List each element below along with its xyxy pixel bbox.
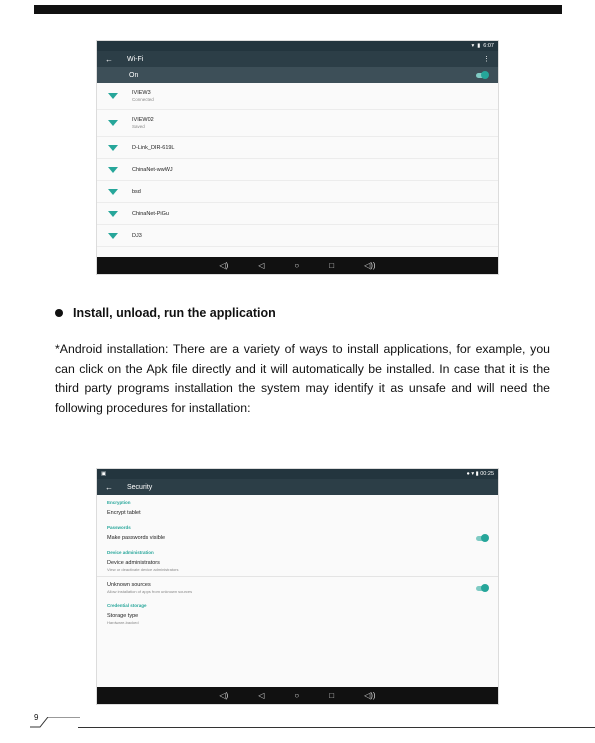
- wifi-title: Wi-Fi: [127, 55, 144, 63]
- notification-icon: ▣: [101, 471, 107, 477]
- list-item[interactable]: [97, 110, 498, 137]
- network-name: IVIEW02: [132, 117, 154, 123]
- wifi-icon: [108, 211, 118, 217]
- footer-line: [78, 727, 595, 728]
- security-settings-list: [97, 495, 498, 629]
- battery-icon: ▮: [475, 471, 479, 477]
- security-screenshot: [96, 468, 499, 705]
- unknown-sources-label: Unknown sources: [107, 582, 151, 588]
- wifi-on-bar[interactable]: [97, 67, 498, 83]
- security-app-bar: [97, 479, 498, 495]
- nav-bar: [97, 257, 498, 274]
- storage-type-label: Storage type: [107, 613, 139, 619]
- encrypt-tablet-label: Encrypt tablet: [107, 510, 141, 516]
- wifi-icon: [108, 145, 118, 151]
- network-name: ChinaNet-PiGu: [132, 210, 169, 217]
- network-name: D-Link_DIR-619L: [132, 144, 175, 151]
- network-name: IVIEW3: [132, 90, 151, 96]
- header-bar: [34, 5, 562, 14]
- wifi-network-list: [97, 83, 498, 247]
- category-device-administration: Device administration: [107, 550, 154, 555]
- storage-type-item[interactable]: [107, 608, 488, 629]
- unknown-sources-toggle[interactable]: [476, 586, 488, 591]
- device-administrators-sub: View or deactivate device administrators: [107, 567, 179, 572]
- page-number: 9: [34, 713, 39, 722]
- device-administrators-label: Device administrators: [107, 560, 160, 566]
- wifi-icon: [108, 120, 118, 126]
- back-icon[interactable]: ◁: [258, 261, 265, 270]
- wifi-signal-icon: ▾: [471, 471, 475, 477]
- wifi-signal-icon: ▾: [471, 43, 475, 49]
- status-time: 6:07: [483, 43, 494, 49]
- category-credential-storage: Credential storage: [107, 603, 147, 608]
- list-item[interactable]: [97, 83, 498, 110]
- battery-icon: ▮: [477, 43, 481, 49]
- alarm-icon: ●: [466, 471, 470, 477]
- device-administrators-item[interactable]: [107, 555, 488, 576]
- storage-type-sub: Hardware-backed: [107, 620, 139, 625]
- list-item[interactable]: [97, 137, 498, 159]
- install-paragraph: *Android installation: There are a variety of ways to install applications, for example, you can click on the Apk file directly and it will automatically be installed. In case that it is the third party programs installation the system may identify it as unsafe and will need the following procedures for installation:: [55, 342, 550, 415]
- unknown-sources-sub: Allow installation of apps from unknown sources: [107, 589, 193, 594]
- network-status: Connected: [132, 97, 154, 102]
- encrypt-tablet-item[interactable]: [107, 505, 488, 520]
- back-arrow-icon[interactable]: ←: [105, 54, 113, 64]
- network-status: Saved: [132, 124, 145, 129]
- wifi-icon: [108, 189, 118, 195]
- section-heading: [55, 306, 276, 320]
- volume-up-icon[interactable]: ◁)): [364, 261, 376, 270]
- list-item[interactable]: [97, 159, 498, 181]
- wifi-app-bar: [97, 51, 498, 67]
- wifi-icon: [108, 167, 118, 173]
- volume-down-icon[interactable]: ◁): [219, 691, 229, 700]
- wifi-screenshot: [96, 40, 499, 275]
- list-item[interactable]: [97, 181, 498, 203]
- security-title: Security: [127, 483, 153, 491]
- section-heading-text: Install, unload, run the application: [73, 306, 276, 320]
- home-icon[interactable]: ○: [294, 691, 300, 700]
- recents-icon[interactable]: □: [329, 261, 335, 270]
- wifi-icon: [108, 93, 118, 99]
- passwords-visible-toggle[interactable]: [476, 536, 488, 541]
- make-passwords-visible-item[interactable]: [107, 530, 488, 545]
- back-arrow-icon[interactable]: ←: [105, 482, 113, 492]
- status-bar: [97, 469, 498, 479]
- back-icon[interactable]: ◁: [258, 691, 265, 700]
- network-name: bsd: [132, 188, 141, 195]
- bullet-icon: [55, 309, 63, 317]
- wifi-icon: [108, 233, 118, 239]
- make-passwords-visible-label: Make passwords visible: [107, 535, 166, 541]
- home-icon[interactable]: ○: [294, 261, 300, 270]
- network-name: DJ3: [132, 232, 142, 239]
- category-encryption: Encryption: [107, 500, 131, 505]
- list-item[interactable]: [97, 203, 498, 225]
- volume-down-icon[interactable]: ◁): [219, 261, 229, 270]
- wifi-toggle[interactable]: [476, 73, 488, 78]
- overflow-menu-icon[interactable]: ⋮: [483, 56, 490, 63]
- status-bar: [97, 41, 498, 51]
- list-item[interactable]: [97, 225, 498, 247]
- category-passwords: Passwords: [107, 525, 131, 530]
- wifi-on-label: On: [129, 71, 139, 79]
- unknown-sources-item[interactable]: [107, 577, 488, 598]
- nav-bar: [97, 687, 498, 704]
- network-name: ChinaNet-wwWJ: [132, 166, 173, 173]
- recents-icon[interactable]: □: [329, 691, 335, 700]
- status-time: 00:25: [480, 471, 494, 477]
- volume-up-icon[interactable]: ◁)): [364, 691, 376, 700]
